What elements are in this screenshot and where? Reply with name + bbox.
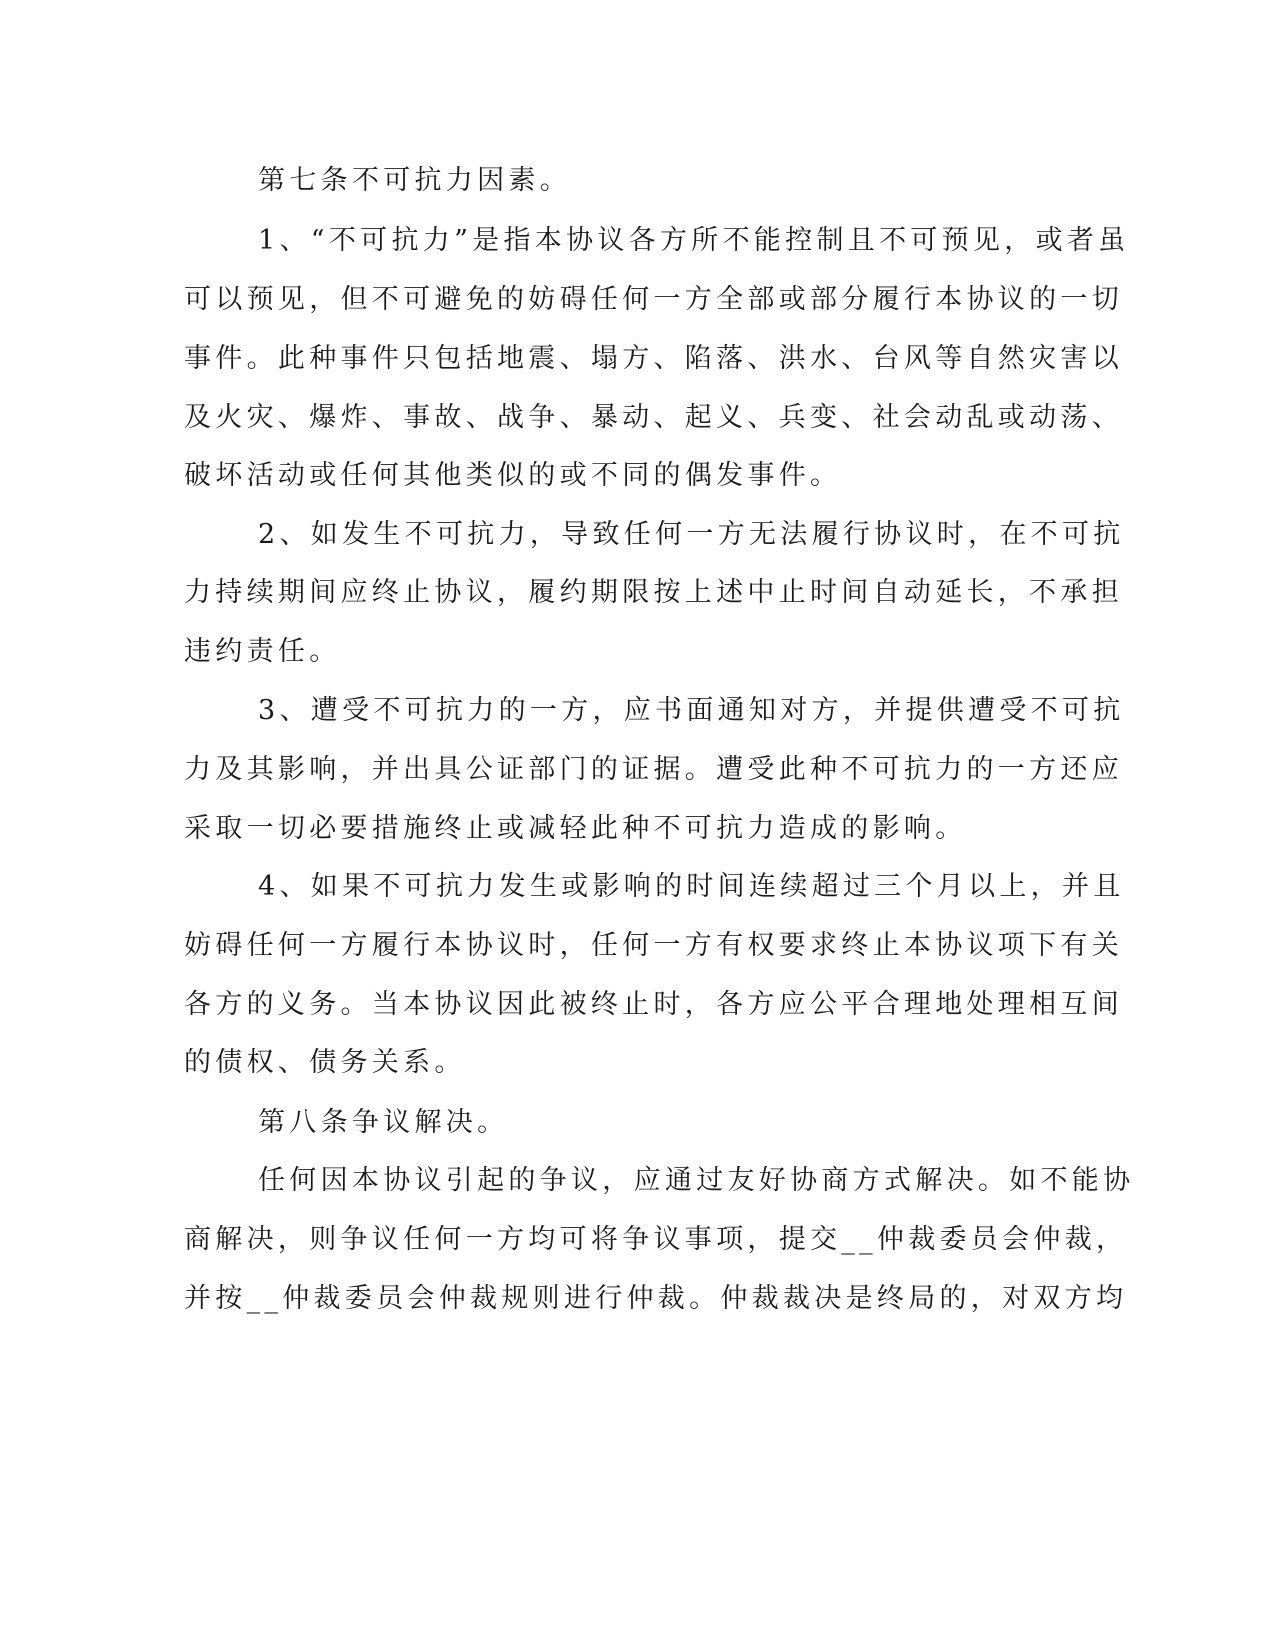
- article-7-heading: 第七条不可抗力因素。: [258, 165, 571, 196]
- article-8-line-1: 任何因本协议引起的争议，应通过友好协商方式解决。如不能协: [258, 1165, 1135, 1196]
- clause-3-line-1: 3、遭受不可抗力的一方，应书面通知对方，并提供遭受不可抗: [258, 695, 1125, 726]
- clause-1-line-4: 及火灾、爆炸、事故、战争、暴动、起义、兵变、社会动乱或动荡、: [184, 402, 1123, 433]
- clause-3-line-2: 力及其影响，并出具公证部门的证据。遭受此种不可抗力的一方还应: [184, 754, 1123, 785]
- clause-2-line-2: 力持续期间应终止协议，履约期限按上述中止时间自动延长，不承担: [184, 577, 1123, 608]
- clause-1-line-1: 1、“不可抗力”是指本协议各方所不能控制且不可预见，或者虽: [258, 225, 1130, 256]
- article-8-heading: 第八条争议解决。: [258, 1107, 509, 1138]
- clause-2-line-3: 违约责任。: [184, 636, 341, 667]
- clause-4-line-4: 的债权、债务关系。: [184, 1047, 466, 1078]
- clause-2-line-1: 2、如发生不可抗力，导致任何一方无法履行协议时，在不可抗: [258, 519, 1125, 550]
- clause-4-line-1: 4、如果不可抗力发生或影响的时间连续超过三个月以上，并且: [258, 871, 1125, 902]
- clause-4-line-3: 各方的义务。当本协议因此被终止时，各方应公平合理地处理相互间: [184, 989, 1123, 1020]
- clause-3-line-3: 采取一切必要措施终止或减轻此种不可抗力造成的影响。: [184, 813, 967, 844]
- article-8-line-2: 商解决，则争议任何一方均可将争议事项，提交__仲裁委员会仲裁，: [184, 1224, 1128, 1255]
- clause-1-line-2: 可以预见，但不可避免的妨碍任何一方全部或部分履行本协议的一切: [184, 284, 1123, 315]
- article-8-line-3: 并按__仲裁委员会仲裁规则进行仲裁。仲裁裁决是终局的，对双方均: [184, 1283, 1128, 1314]
- clause-1-line-3: 事件。此种事件只包括地震、塌方、陷落、洪水、台风等自然灾害以: [184, 343, 1123, 374]
- clause-4-line-2: 妨碍任何一方履行本协议时，任何一方有权要求终止本协议项下有关: [184, 930, 1123, 961]
- clause-1-line-5: 破坏活动或任何其他类似的或不同的偶发事件。: [184, 460, 842, 491]
